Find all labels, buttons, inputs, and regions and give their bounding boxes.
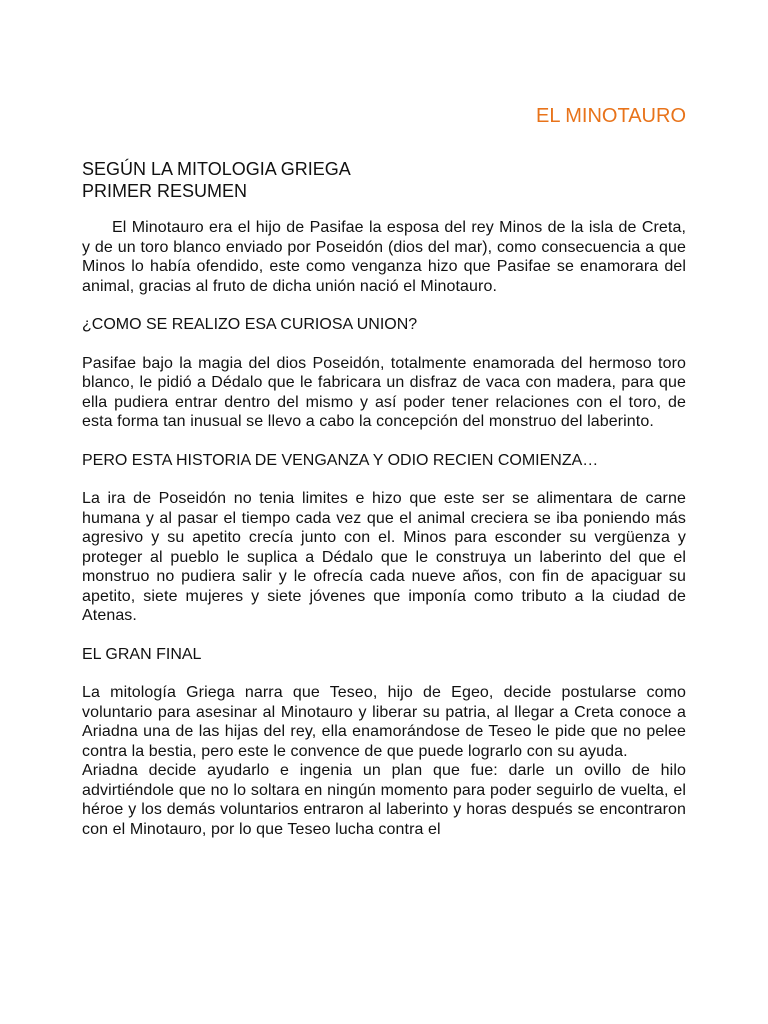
subtitle-line-1: SEGÚN LA MITOLOGIA GRIEGA [82, 159, 351, 179]
section-heading-final: EL GRAN FINAL [82, 645, 202, 663]
section-heading-venganza: PERO ESTA HISTORIA DE VENGANZA Y ODIO RECIEN COMIENZA… [82, 451, 599, 469]
document-title: EL MINOTAURO [535, 105, 686, 127]
paragraph-venganza: La ira de Poseidón no tenia limites e hizo que este ser se alimentara de carne humana y al pasar el tiempo cada vez que el animal creciera se iba poniendo más agresivo y su apetito crecía junto con el. Minos para esconder su vergüenza y proteger al pueblo le suplica a Dédalo que le construya un laberinto del que el monstruo no pudiera salir y le ofrecía cada nueve años, con fin de apaciguar su apetito, siete mujeres y siete jóvenes que imponía como tributo a la ciudad de Atenas. [82, 490, 686, 624]
document-subtitle [82, 158, 686, 202]
subtitle-line-2: PRIMER RESUMEN [82, 181, 248, 201]
document-page [82, 104, 686, 839]
paragraph-intro: El Minotauro era el hijo de Pasifae la esposa del rey Minos de la isla de Creta, y de un toro blanco enviado por Poseidón (dios del mar), como consecuencia a que Minos lo había ofendido, este como venganza hizo que Pasifae se enamorara del animal, gracias al fruto de dicha unión nació el Minotauro. [82, 219, 686, 295]
paragraph-final-1: La mitología Griega narra que Teseo, hijo de Egeo, decide postularse como voluntario para asesinar al Minotauro y liberar su patria, al llegar a Creta conoce a Ariadna una de las hijas del rey, ella enamorándose de Teseo le pide que no pelee contra la bestia, pero este le convence de que puede lograrlo con su ayuda. [82, 684, 686, 760]
paragraph-final-2: Ariadna decide ayudarlo e ingenia un plan que fue: darle un ovillo de hilo advirtiéndole que no lo soltara en ningún momento para poder seguirlo de vuelta, el héroe y los demás voluntarios entraron al laberinto y horas después se encontraron con el Minotauro, por lo que Teseo lucha contra el [82, 762, 686, 838]
paragraph-union: Pasifae bajo la magia del dios Poseidón, totalmente enamorada del hermoso toro blanco, le pidió a Dédalo que le fabricara un disfraz de vaca con madera, para que ella pudiera entrar dentro del mismo y así poder tener relaciones con el toro, de esta forma tan inusual se llevo a cabo la concepción del monstruo del laberinto. [82, 354, 686, 430]
section-heading-union: ¿COMO SE REALIZO ESA CURIOSA UNION? [82, 316, 418, 333]
